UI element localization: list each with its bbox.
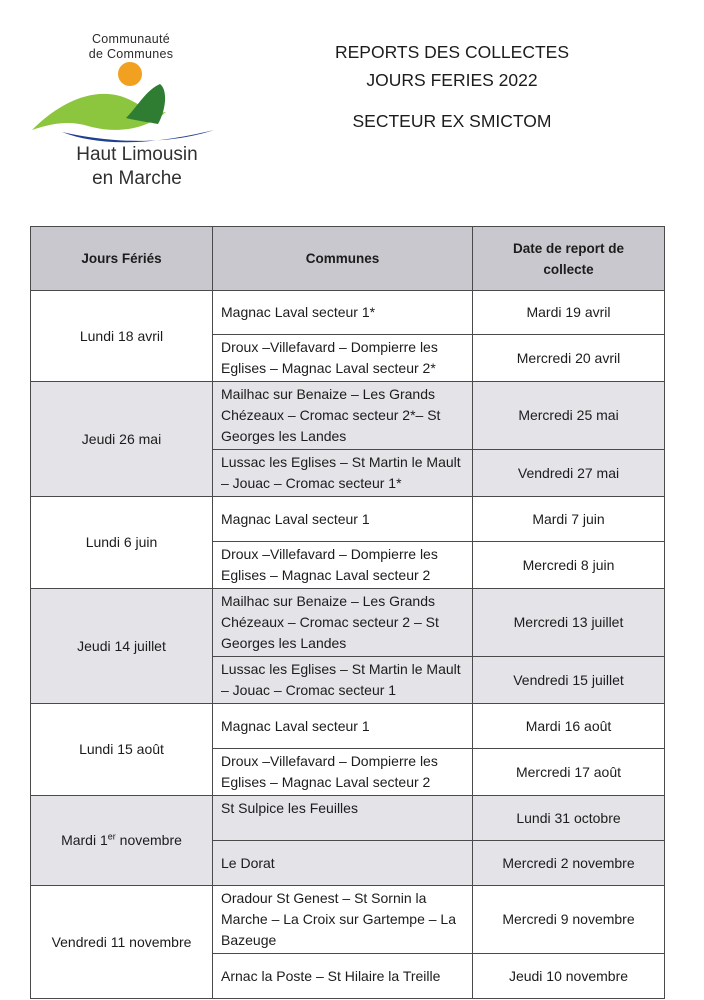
logo-name-line1: Haut Limousin	[76, 144, 198, 165]
table-row	[31, 886, 665, 954]
holiday-cell: Jeudi 14 juillet	[31, 589, 213, 704]
report-date-cell: Mardi 16 août	[473, 704, 665, 749]
holiday-cell: Vendredi 11 novembre	[31, 886, 213, 999]
communes-cell: Mailhac sur Benaize – Les Grands Chézeaux – Cromac secteur 2 – St Georges les Landes	[213, 589, 473, 657]
communes-cell: Droux –Villefavard – Dompierre les Eglises – Magnac Laval secteur 2	[213, 749, 473, 796]
logo-emblem-icon	[28, 60, 228, 145]
communes-cell: Lussac les Eglises – St Martin le Mault – Jouac – Cromac secteur 1	[213, 657, 473, 704]
holiday-cell	[31, 796, 213, 886]
holiday-prefix: Mardi 1	[61, 832, 108, 848]
report-date-cell: Lundi 31 octobre	[473, 796, 665, 841]
logo-name	[42, 143, 232, 191]
header-report-date	[473, 227, 665, 291]
holiday-cell: Lundi 15 août	[31, 704, 213, 796]
holiday-cell: Lundi 18 avril	[31, 291, 213, 382]
report-date-cell: Vendredi 27 mai	[473, 450, 665, 497]
communes-cell: Magnac Laval secteur 1*	[213, 291, 473, 335]
communes-cell: Oradour St Genest – St Sornin la Marche – La Croix sur Gartempe – La Bazeuge	[213, 886, 473, 954]
table-row	[31, 382, 665, 450]
table-row	[31, 291, 665, 335]
communes-cell: Mailhac sur Benaize – Les Grands Chézeaux – Cromac secteur 2*– St Georges les Landes	[213, 382, 473, 450]
organization-logo	[28, 30, 228, 195]
header-holiday: Jours Fériés	[31, 227, 213, 291]
communes-cell: Magnac Laval secteur 1	[213, 497, 473, 542]
table-header-row	[31, 227, 665, 291]
title-line2: JOURS FERIES 2022	[366, 70, 538, 90]
logo-top-text	[66, 32, 196, 62]
table-row	[31, 589, 665, 657]
communes-cell: Le Dorat	[213, 841, 473, 886]
holiday-cell: Lundi 6 juin	[31, 497, 213, 589]
title-line1: REPORTS DES COLLECTES	[334, 42, 570, 62]
header-report-line2: collecte	[543, 261, 594, 277]
logo-river-icon	[62, 130, 214, 142]
logo-top-line1: Communauté	[91, 32, 171, 46]
header-communes: Communes	[213, 227, 473, 291]
collection-schedule-table	[30, 226, 665, 999]
table-row	[31, 796, 665, 841]
report-date-cell: Mercredi 20 avril	[473, 335, 665, 382]
holiday-superscript: er	[107, 831, 116, 842]
report-date-cell: Mercredi 17 août	[473, 749, 665, 796]
report-date-cell: Mercredi 13 juillet	[473, 589, 665, 657]
table-row	[31, 497, 665, 542]
report-date-cell: Mardi 7 juin	[473, 497, 665, 542]
holiday-suffix: novembre	[115, 832, 182, 848]
sector-title: SECTEUR EX SMICTOM	[352, 111, 552, 131]
report-date-cell: Jeudi 10 novembre	[473, 954, 665, 999]
table-row	[31, 704, 665, 749]
report-date-cell: Mercredi 8 juin	[473, 542, 665, 589]
logo-name-line2: en Marche	[92, 168, 182, 189]
logo-sun-icon	[118, 62, 142, 86]
logo-top-line2: de Communes	[88, 47, 174, 61]
communes-cell: St Sulpice les Feuilles	[213, 796, 473, 841]
communes-cell: Droux –Villefavard – Dompierre les Eglises – Magnac Laval secteur 2	[213, 542, 473, 589]
header-report-line1: Date de report de	[512, 240, 625, 256]
document-heading	[300, 38, 604, 133]
communes-cell: Arnac la Poste – St Hilaire la Treille	[213, 954, 473, 999]
communes-cell: Magnac Laval secteur 1	[213, 704, 473, 749]
report-date-cell: Mercredi 25 mai	[473, 382, 665, 450]
report-date-cell: Mardi 19 avril	[473, 291, 665, 335]
communes-cell: Droux –Villefavard – Dompierre les Eglises – Magnac Laval secteur 2*	[213, 335, 473, 382]
report-date-cell: Mercredi 9 novembre	[473, 886, 665, 954]
report-date-cell: Vendredi 15 juillet	[473, 657, 665, 704]
report-date-cell: Mercredi 2 novembre	[473, 841, 665, 886]
holiday-cell: Jeudi 26 mai	[31, 382, 213, 497]
communes-cell: Lussac les Eglises – St Martin le Mault – Jouac – Cromac secteur 1*	[213, 450, 473, 497]
